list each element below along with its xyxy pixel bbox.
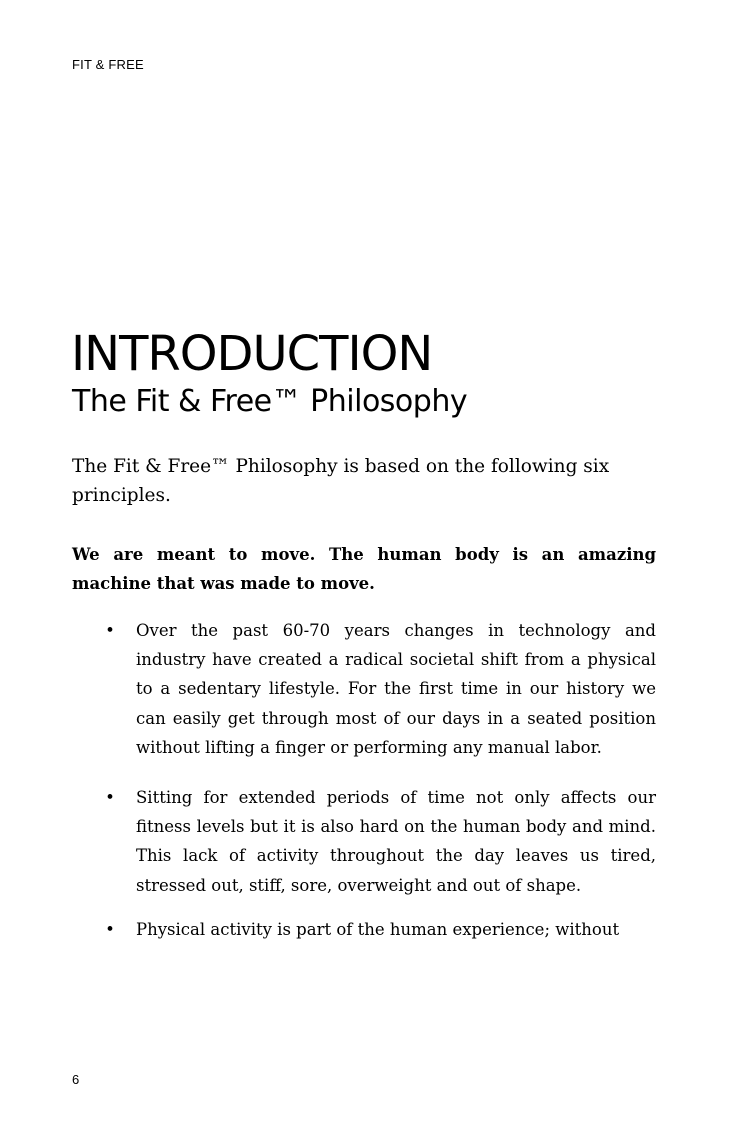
list-item-text: Sitting for extended periods of time not only affects our fitness levels but it is also hard on the human body and mind. This lack of activity throughout the day leaves us tired, stressed out, stiff, sore, overweight and out of shape. (136, 788, 656, 895)
running-header: FIT & FREE (72, 57, 144, 72)
intro-paragraph: The Fit & Free™ Philosophy is based on the following six principles. (72, 456, 610, 506)
list-item-text: Over the past 60-70 years changes in technology and industry have created a radical societal shift from a physical to a sedentary lifestyle. For the first time in our history we can easily get through most of our days in a seated position without lifting a finger or performing any manual labor. (136, 621, 656, 757)
principle-heading: We are meant to move. The human body is an amazing machine that was made to move. (72, 545, 656, 593)
chapter-subtitle: The Fit & Free™ Philosophy (72, 384, 468, 419)
bullet-icon: • (105, 919, 115, 939)
list-item (72, 616, 656, 762)
list-item-text: Physical activity is part of the human experience; without (136, 919, 620, 939)
bullet-icon: • (105, 621, 115, 640)
bullet-list (72, 616, 656, 944)
page-number: 6 (72, 1072, 80, 1087)
chapter-title: INTRODUCTION (71, 326, 433, 382)
list-item (72, 783, 656, 900)
bullet-icon: • (105, 788, 115, 808)
list-item (72, 915, 656, 944)
